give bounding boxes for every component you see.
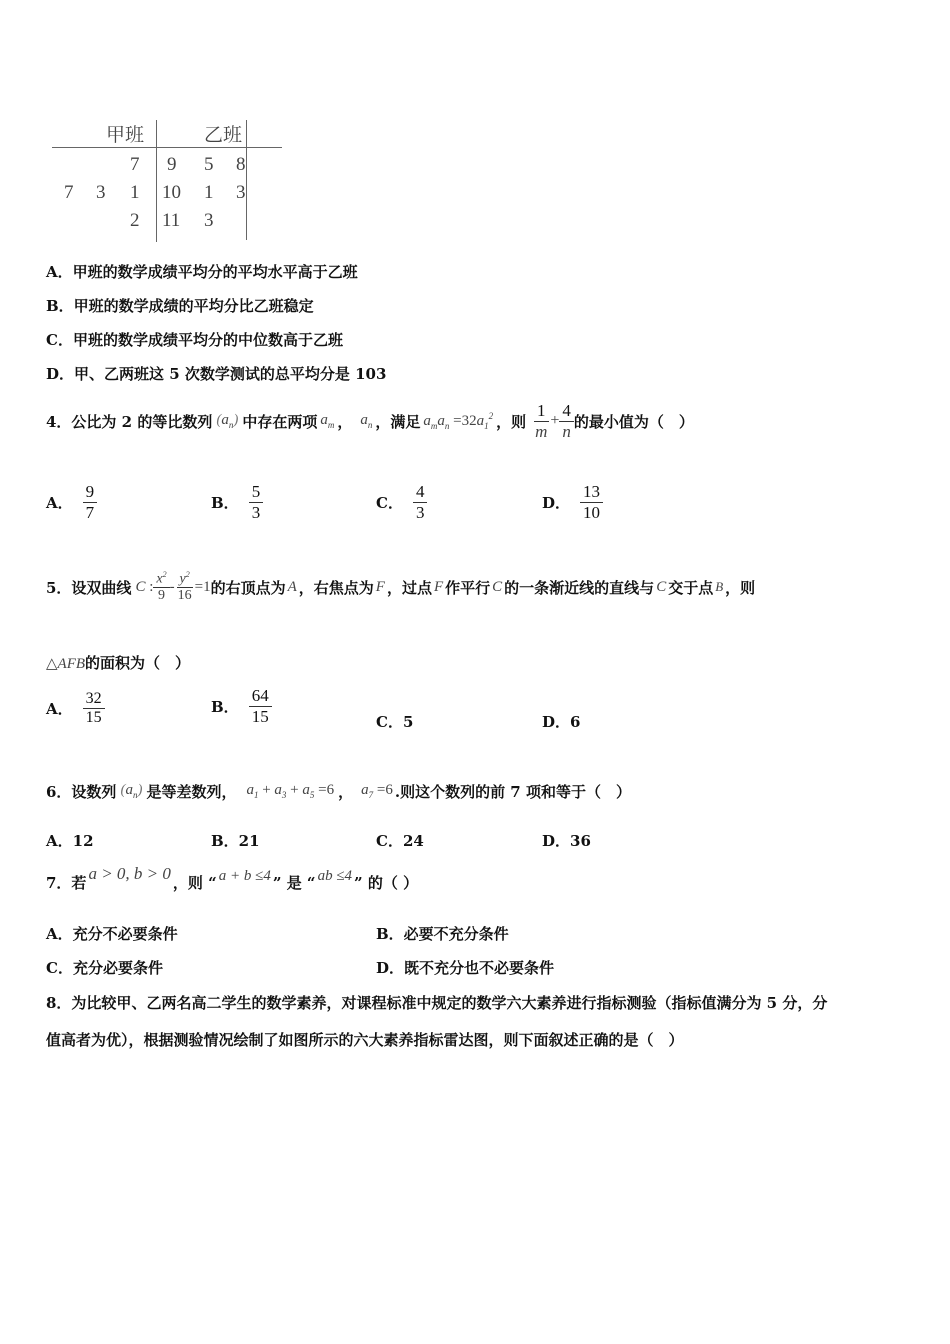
question-6 [46,768,631,814]
q6-option-b: B．21 [211,832,260,850]
q5-fraction-x: $\frac{x^2}{9}$ [153,570,169,605]
q4-text: ，则 [496,412,527,431]
q6-text: .则这个数列的前 7 项和等于（ ） [394,782,631,801]
stem: 9 [167,154,177,175]
q5-text: 的一条渐近线的直线与 [504,578,655,597]
q6-option-d: D．36 [542,832,591,850]
leaf-left: 3 [96,182,106,203]
q5-point-f: F [375,578,385,595]
header-left: 甲班 [106,125,145,146]
q5-text: 的右顶点为 [210,578,286,597]
q7-condition-1: a + b ≤4 [218,867,271,884]
question-4 [46,398,694,444]
q4-text: 中存在两项 [242,412,318,431]
q7-condition: a > 0, b > 0 [88,864,171,883]
stem-divider-right [246,120,247,240]
q4-option-d: D． $\frac{13}{10}$ [542,482,603,522]
q5-fraction-y: $\frac{y^2}{16}$ [177,569,192,604]
q6-comma: ， [338,782,354,801]
q5-text: 作平行 [445,578,491,597]
q7-text: ” 的（ ） [354,873,419,892]
q4-plus: + [550,412,560,429]
q7-text: ” 是 “ [272,873,316,892]
q4-am: $a_m$ [320,412,335,430]
q6-option-c: C．24 [376,832,424,850]
question-5-cont [46,652,190,673]
q4-option-b: B． $\frac{5}{3}$ [211,482,263,522]
q3-option-d: D．甲、乙两班这 5 次数学测试的总平均分是 103 [46,365,387,383]
q4-seq: $(a_n)$ [216,412,239,430]
leaf-left: 7 [64,182,74,203]
q7-text: 7．若 [46,873,87,892]
question-8-line-2: 值高者为优），根据测验情况绘制了如图所示的六大素养指标雷达图，则下面叙述正确的是（ ） [46,1031,684,1049]
leaf-left: 1 [130,182,140,203]
q7-option-b: B．必要不充分条件 [376,925,509,943]
question-7 [46,862,418,902]
q6-option-a: A．12 [46,832,94,850]
q6-seq: $(a_n)$ [120,782,143,800]
q7-condition-2: ab ≤4 [317,867,353,884]
q5-equals: =1 [194,578,211,595]
q7-option-c: C．充分必要条件 [46,959,163,977]
q5-minus: - [169,578,175,595]
q5-curve-ref: C [656,578,667,595]
q6-text: 是等差数列， [146,782,237,801]
q3-option-b: B．甲班的数学成绩的平均分比乙班稳定 [46,297,314,315]
triangle-symbol: △ [46,656,58,672]
q5-text: 的面积为（ ） [85,654,191,672]
q5-text: ，过点 [386,578,432,597]
q5-text: 5．设双曲线 [46,578,132,597]
q6-equation-1: $a_1 + a_3 + a_5 =6$ [246,782,335,800]
header-divider [52,147,282,148]
q4-fraction-2: $\frac{4}{n}$ [559,401,574,441]
q4-comma: ， [337,412,353,431]
leaf-right: 8 [236,154,246,175]
stem-divider-left [156,120,157,242]
q5-option-c: C．5 [376,713,414,731]
q5-point-a: A [287,578,297,595]
q5-triangle-name: AFB [57,656,86,672]
q4-text: 4．公比为 2 的等比数列 [46,412,213,431]
header-right: 乙班 [204,125,243,146]
q5-text: ，右焦点为 [298,578,374,597]
q4-text: 的最小值为（ ） [573,412,694,431]
q5-text: 交于点 [668,578,714,597]
q5-option-d: D．6 [542,713,581,731]
q4-option-a: A． $\frac{9}{7}$ [46,482,97,522]
q5-point-f: F [433,578,444,595]
leaf-right: 3 [204,210,214,231]
q5-curve-ref: C [492,578,503,595]
q5-curve-name: C : [135,578,154,595]
q5-option-b: B． $\frac{64}{15}$ [211,686,272,726]
q7-option-a: A．充分不必要条件 [46,925,178,943]
leaf-right: 3 [236,182,246,203]
q4-text: ，满足 [375,412,421,431]
q3-option-c: C．甲班的数学成绩平均分的中位数高于乙班 [46,331,343,349]
q7-option-d: D．既不充分也不必要条件 [376,959,555,977]
leaf-right: 1 [204,182,214,203]
q4-an: $a_n$ [360,412,373,430]
q4-option-c: C． $\frac{4}{3}$ [376,482,427,522]
question-8-line-1: 8．为比较甲、乙两名高二学生的数学素养，对课程标准中规定的数学六大素养进行指标测验（指标值满分为 5 分，分 [46,994,828,1012]
q3-option-a: A．甲班的数学成绩平均分的平均水平高于乙班 [46,263,358,281]
leaf-left: 2 [130,210,140,231]
q4-condition: $a_ma_n =32a_1^2$ [423,411,494,431]
q6-equation-2: $a_7 =6$ [361,782,393,800]
q5-option-a: A． $\frac{32}{15}$ [46,690,105,728]
stem: 11 [162,210,181,231]
stem-leaf-table [52,118,284,244]
q7-text: ，则 “ [172,873,217,892]
leaf-left: 7 [130,154,140,175]
q6-text: 6．设数列 [46,782,117,801]
leaf-right: 5 [204,154,214,175]
q5-point-b: B [715,579,724,594]
stem: 10 [162,182,181,203]
question-5 [46,564,755,610]
q5-text: ，则 [725,578,756,597]
q4-fraction-1: $\frac{1}{m}$ [535,400,548,441]
